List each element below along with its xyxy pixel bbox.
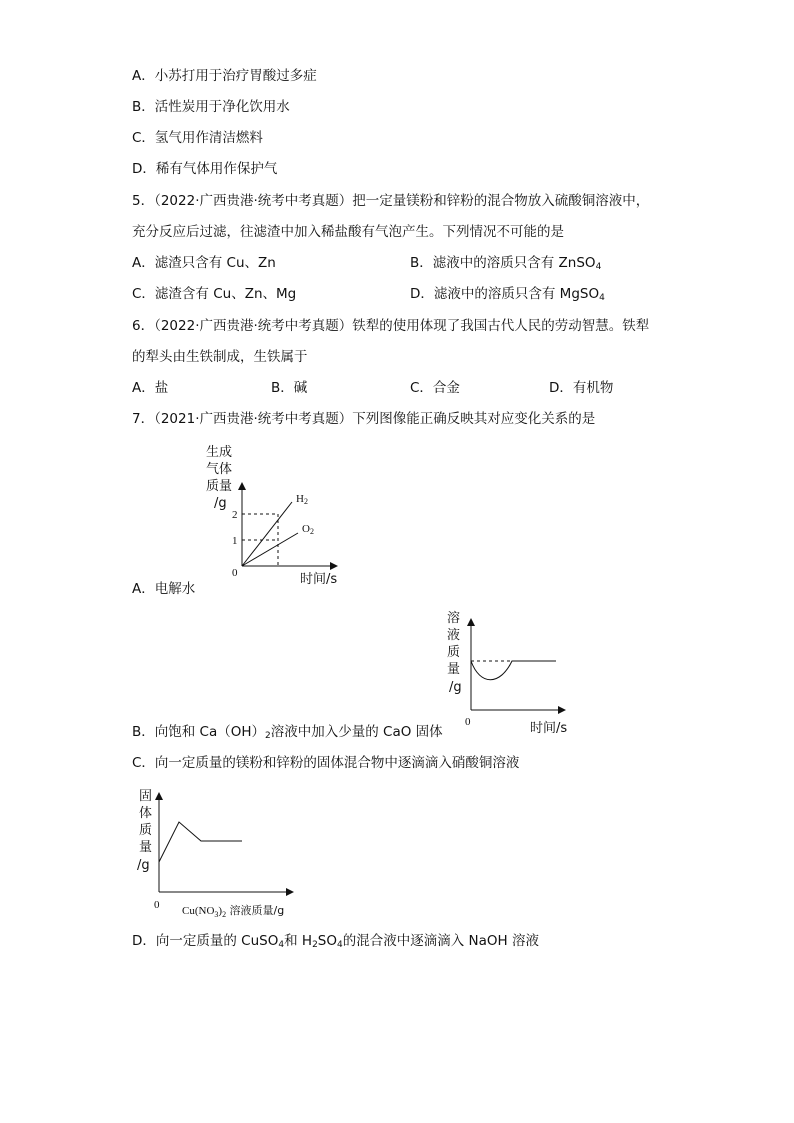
chart-electrolysis-svg (200, 440, 360, 590)
q7-option-b-sub: 2 (265, 731, 271, 741)
chart-electrolysis (200, 440, 360, 590)
q6-option-d: D．有机物 (549, 380, 614, 396)
chart-a-ylabel-1: 生成 (206, 445, 233, 460)
chart-b-ylabel-5: /g (449, 680, 462, 695)
chart-b-origin: 0 (465, 716, 471, 728)
chart-a-ylabel-4: /g (214, 496, 227, 511)
chart-b-xlabel: 时间/s (530, 721, 568, 736)
q7-option-d-p3: SO (317, 933, 337, 949)
chart-c-ylabel-1: 固 (139, 789, 153, 804)
q5-option-d-sub: 4 (599, 293, 605, 303)
chart-c-ylabel-5: /g (137, 858, 150, 873)
q5-option-d-text: D．滤液中的溶质只含有 MgSO (410, 286, 600, 302)
q7-option-d-sub2: 2 (312, 940, 318, 950)
chart-a-series-h2 (242, 502, 292, 566)
chart-a-ylabel-2: 气体 (206, 462, 233, 477)
q7-option-b-text: B．向饱和 Ca（OH） (132, 724, 266, 740)
q5-option-b (410, 254, 601, 276)
chart-a-ylabel-3: 质量 (206, 479, 233, 494)
q6-stem-line1: 6．（2022·广西贵港·统考中考真题）铁犁的使用体现了我国古代人民的劳动智慧。铁犁 (132, 318, 650, 334)
q7-option-b-suffix: 溶液中加入少量的 CaO 固体 (270, 724, 443, 740)
chart-b-ylabel-4: 量 (447, 662, 461, 677)
chart-c-ylabel-3: 质 (139, 823, 153, 838)
q5-option-b-text: B．滤液中的溶质只含有 ZnSO (410, 255, 596, 271)
q6-stem-line2: 的犁头由生铁制成，生铁属于 (132, 349, 308, 365)
q4-option-b: B．活性炭用于净化饮用水 (132, 99, 290, 115)
q7-option-b (132, 723, 443, 745)
q5-stem-line2: 充分反应后过滤，往滤渣中加入稀盐酸有气泡产生。下列情况不可能的是 (132, 224, 564, 240)
q7-option-a: A．电解水 (132, 581, 196, 597)
q7-stem: 7．（2021·广西贵港·统考中考真题）下列图像能正确反映其对应变化关系的是 (132, 411, 596, 427)
q5-stem-line1: 5．（2022·广西贵港·统考中考真题）把一定量镁粉和锌粉的混合物放入硫酸铜溶液中， (132, 193, 650, 209)
chart-a-xlabel: 时间/s (300, 572, 338, 587)
q6-option-a: A．盐 (132, 380, 169, 396)
chart-c-series (159, 822, 242, 862)
q7-option-c: C．向一定质量的镁粉和锌粉的固体混合物中逐滴滴入硝酸铜溶液 (132, 755, 520, 771)
q7-option-d-sub3: 4 (337, 940, 343, 950)
q4-option-d: D．稀有气体用作保护气 (132, 161, 278, 177)
chart-solid-mass-svg (132, 784, 332, 920)
chart-c-ylabel-2: 体 (139, 806, 153, 821)
chart-b-ylabel-2: 液 (447, 628, 461, 643)
chart-solution-mass (440, 606, 580, 734)
q7-option-d-p1: D．向一定质量的 CuSO (132, 933, 279, 949)
q7-option-d-p2: 和 H (284, 933, 313, 949)
chart-b-ylabel-1: 溶 (447, 611, 461, 626)
q6-option-b: B．碱 (271, 380, 308, 396)
chart-c-xlabel: $Cu(NO_3)_2$ 溶液质量/g (182, 904, 285, 919)
q5-option-b-sub: 4 (595, 262, 602, 272)
chart-solid-mass (132, 784, 332, 920)
chart-a-origin: 0 (232, 567, 238, 579)
chart-a-label-o2: O2 (302, 523, 314, 536)
chart-a-ytick-2: 2 (232, 509, 238, 521)
q5-option-a: A．滤渣只含有 Cu、Zn (132, 255, 276, 271)
chart-c-ylabel-4: 量 (139, 840, 153, 855)
chart-a-ytick-1: 1 (232, 535, 238, 547)
q6-option-c: C．合金 (410, 380, 460, 396)
chart-a-label-h2: H2 (296, 493, 308, 506)
q5-option-c: C．滤渣含有 Cu、Zn、Mg (132, 286, 297, 302)
chart-a-series-o2 (242, 533, 298, 566)
q7-option-d (132, 932, 539, 954)
chart-c-origin: 0 (154, 899, 160, 911)
q4-option-c: C．氢气用作清洁燃料 (132, 130, 263, 146)
q7-option-d-p4: 的混合液中逐滴滴入 NaOH 溶液 (342, 933, 539, 949)
q5-option-d (410, 285, 605, 307)
q4-option-a: A．小苏打用于治疗胃酸过多症 (132, 68, 317, 84)
chart-b-ylabel-3: 质 (447, 645, 461, 660)
chart-solution-mass-svg (440, 606, 580, 734)
chart-b-series (471, 661, 556, 680)
q7-option-d-sub1: 4 (278, 940, 285, 950)
